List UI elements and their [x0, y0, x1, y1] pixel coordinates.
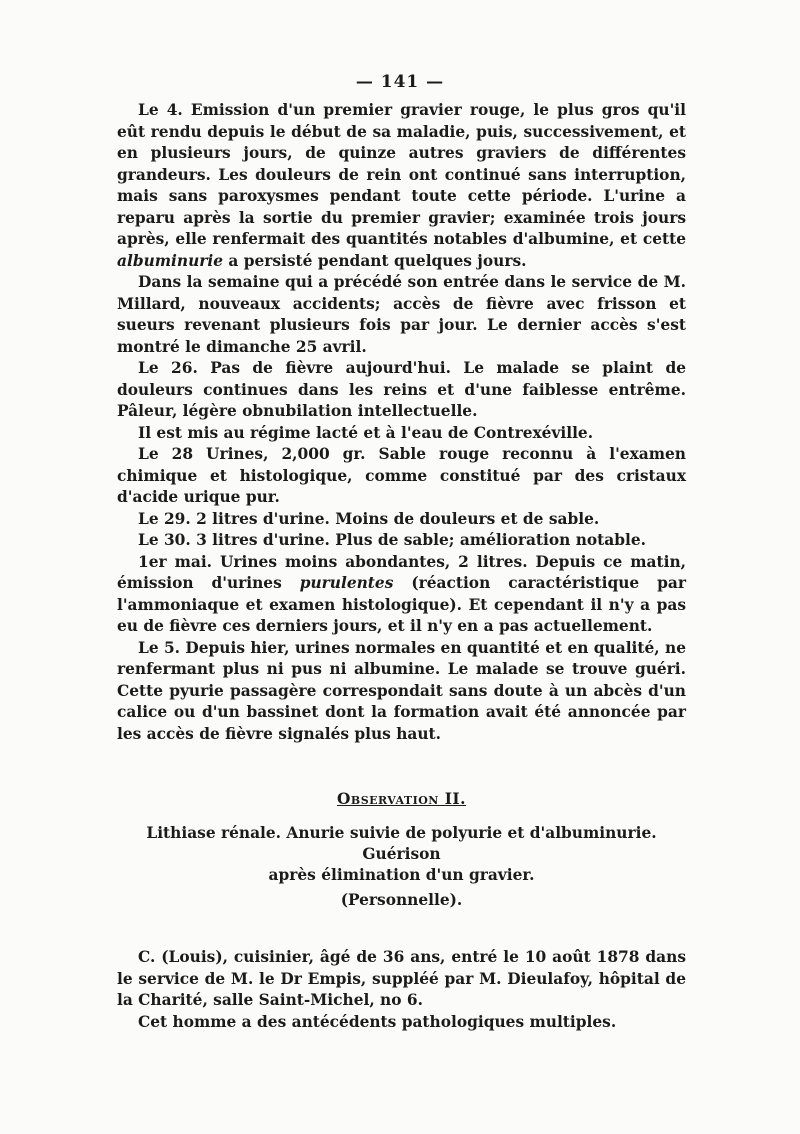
observation-attribution: (Personnelle).	[340, 890, 463, 909]
body-text	[117, 100, 686, 1033]
paragraph-day-26: Le 26. Pas de fièvre aujourd'hui. Le malade se plaint de douleurs continues dans les reins et d'une faiblesse entrême. Pâleur, légère obnubilation intellectuelle.	[117, 359, 686, 420]
paragraph-day-4: Le 4. Emission d'un premier gravier rouge, le plus gros qu'il eût rendu depuis le début de sa maladie, puis, successivement, et en plusieurs jours, de quinze autres graviers de différentes grandeurs. Les douleurs de rein ont continué sans interruption, mais sans paroxysmes pendant toute cette période. L'urine a reparu après la sortie du premier gravier; examinée trois jours après, elle renfermait des quantités notables d'albumine, et cette albuminurie a persisté pendant quelques jours.	[117, 101, 686, 270]
page-number: — 141 —	[355, 72, 445, 92]
observation-subtitle: Lithiase rénale. Anurie suivie de polyurie et d'albuminurie. Guérison après élimination d'un gravier.	[146, 823, 657, 884]
paragraph-prior-week: Dans la semaine qui a précédé son entrée dans le service de M. Millard, nouveaux accidents; accès de fièvre avec frisson et sueurs revenant plusieurs fois par jour. Le dernier accès s'est montré le dimanche 25 avril.	[117, 273, 686, 356]
case-history: Cet homme a des antécédents pathologiques multiples.	[138, 1012, 617, 1031]
paragraph-day-5: Le 5. Depuis hier, urines normales en quantité et en qualité, ne renfermant plus ni pus ni albumine. Le malade se trouve guéri. Cette pyurie passagère correspondait sans doute à un abcès d'un calice ou d'un bassinet dont la formation avait été annoncée par les accès de fièvre signalés plus haut.	[117, 638, 687, 743]
paragraph-day-30: Le 30. 3 litres d'urine. Plus de sable; amélioration notable.	[138, 531, 646, 549]
paragraph-regimen: Il est mis au régime lacté et à l'eau de Contrexéville.	[138, 423, 594, 442]
observation-heading: Observation II.	[337, 790, 466, 808]
emphasis-purulentes: purulentes	[299, 574, 394, 592]
emphasis-albuminurie: albuminurie	[117, 251, 224, 270]
paragraph-day-29: Le 29. 2 litres d'urine. Moins de douleurs et de sable.	[138, 509, 600, 528]
paragraph-day-28: Le 28 Urines, 2,000 gr. Sable rouge reconnu à l'examen chimique et histologique, comme constitué par des cristaux d'acide urique pur.	[117, 445, 686, 506]
case-intro: C. (Louis), cuisinier, âgé de 36 ans, entré le 10 août 1878 dans le service de M. le Dr Empis, suppléé par M. Dieulafoy, hôpital de la Charité, salle Saint-Michel, no 6.	[117, 948, 686, 1009]
paragraph-may-1: 1er mai. Urines moins abondantes, 2 litres. Depuis ce matin, émission d'urines purulentes (réaction caractéristique par l'ammoniaque et examen histologique). Et cependant il n'y a pas eu de fièvre ces derniers jours, et il n'y en a pas actuellement.	[117, 552, 686, 635]
